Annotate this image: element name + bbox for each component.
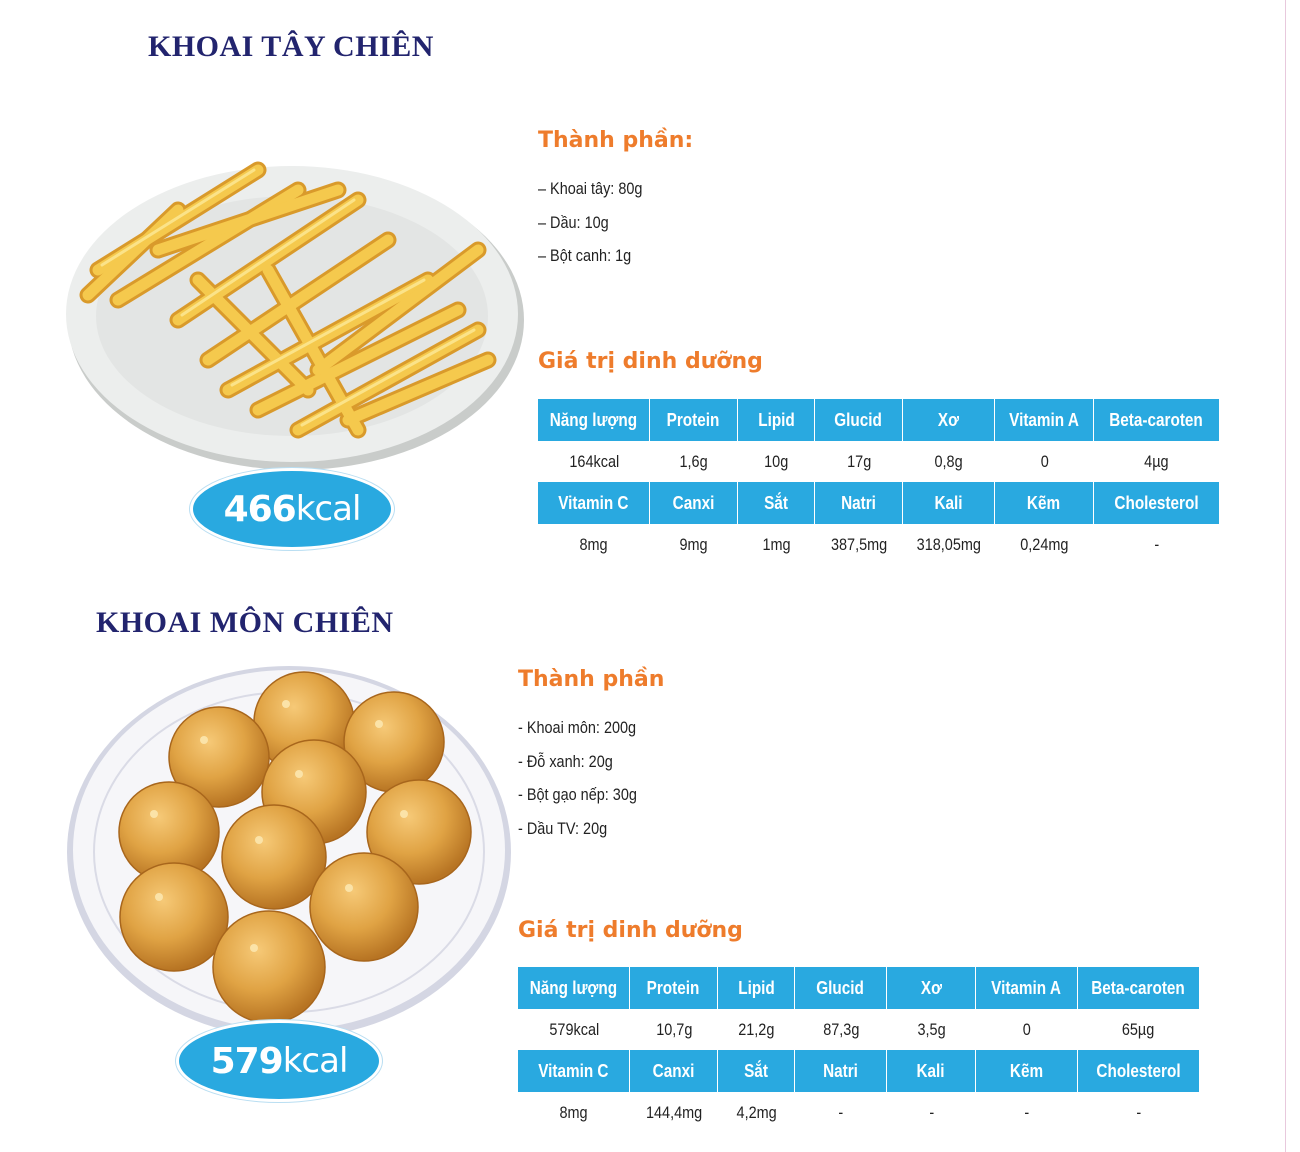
table-header-cell: Kali bbox=[887, 1050, 976, 1092]
table-cell: 9mg bbox=[679, 534, 709, 554]
nutrition-heading: Giá trị dinh dưỡng bbox=[538, 349, 763, 374]
table-header-cell: Lipid bbox=[738, 399, 815, 441]
table-header-cell: Beta-caroten bbox=[1094, 399, 1219, 441]
table-cell: 144,4mg bbox=[645, 1102, 703, 1122]
table-cell: 579kcal bbox=[549, 1019, 599, 1039]
table-header-cell: Sắt bbox=[718, 1050, 795, 1092]
table-cell: - bbox=[1154, 534, 1159, 554]
table-header-cell: Kẽm bbox=[976, 1050, 1078, 1092]
table-header-cell: Protein bbox=[650, 399, 738, 441]
table-cell: 87,3g bbox=[822, 1019, 860, 1039]
table-cell: 164kcal bbox=[569, 451, 619, 471]
table-header-cell: Canxi bbox=[630, 1050, 718, 1092]
table-header-cell: Xơ bbox=[887, 967, 976, 1009]
ingredient-list bbox=[538, 172, 642, 273]
table-cell: 0,8g bbox=[934, 451, 964, 471]
ingredient-item: – Dầu: 10g bbox=[538, 212, 609, 232]
kcal-value: 579 bbox=[210, 1040, 283, 1082]
table-header-cell: Vitamin A bbox=[976, 967, 1078, 1009]
dish-title: KHOAI MÔN CHIÊN bbox=[96, 606, 394, 639]
table-header-cell: Cholesterol bbox=[1078, 1050, 1199, 1092]
table-header-cell: Năng lượng bbox=[538, 399, 650, 441]
table-cell: 0,24mg bbox=[1020, 534, 1069, 554]
table-cell: 21,2g bbox=[738, 1019, 775, 1039]
ingredient-item: – Khoai tây: 80g bbox=[538, 179, 643, 198]
table-header-cell: Protein bbox=[630, 967, 718, 1009]
table-cell: 0 bbox=[1040, 451, 1049, 471]
table-cell: 65µg bbox=[1122, 1019, 1155, 1039]
nutrition-heading: Giá trị dinh dưỡng bbox=[518, 918, 743, 943]
kcal-badge bbox=[190, 468, 394, 550]
table-header-cell: Cholesterol bbox=[1094, 482, 1219, 524]
dish-title: KHOAI TÂY CHIÊN bbox=[148, 30, 434, 63]
fried-taro-balls-photo bbox=[64, 652, 514, 1042]
table-cell: 4,2mg bbox=[736, 1102, 777, 1122]
table-cell: - bbox=[929, 1102, 934, 1122]
table-cell: 1,6g bbox=[679, 451, 709, 471]
table-header-cell: Natri bbox=[795, 1050, 887, 1092]
table-cell: 8mg bbox=[559, 1102, 589, 1122]
table-cell: 10,7g bbox=[655, 1019, 693, 1039]
table-header-cell: Vitamin C bbox=[538, 482, 650, 524]
table-header-cell: Canxi bbox=[650, 482, 738, 524]
table-row bbox=[538, 524, 1219, 565]
table-header-cell: Lipid bbox=[718, 967, 795, 1009]
ingredient-item: - Bột gạo nếp: 30g bbox=[518, 785, 637, 804]
ingredient-item: - Khoai môn: 200g bbox=[518, 718, 637, 737]
table-cell: - bbox=[1136, 1102, 1141, 1122]
table-header-cell: Glucid bbox=[795, 967, 887, 1009]
table-cell: 3,5g bbox=[917, 1019, 946, 1039]
table-cell: 17g bbox=[846, 451, 872, 471]
ingredients-heading: Thành phần bbox=[518, 667, 665, 692]
nutrition-table bbox=[518, 967, 1199, 1133]
table-header-cell: Glucid bbox=[815, 399, 903, 441]
table-row bbox=[518, 1009, 1199, 1050]
ingredient-item: - Dầu TV: 20g bbox=[518, 818, 608, 838]
table-cell: - bbox=[838, 1102, 844, 1122]
table-header-cell: Xơ bbox=[903, 399, 995, 441]
ingredient-item: – Bột canh: 1g bbox=[538, 246, 632, 265]
table-cell: 10g bbox=[764, 451, 789, 471]
table-header-cell: Kẽm bbox=[995, 482, 1094, 524]
table-header-row bbox=[518, 1050, 1199, 1092]
ingredient-list bbox=[518, 711, 637, 845]
kcal-unit: kcal bbox=[295, 489, 361, 529]
table-cell: 318,05mg bbox=[916, 534, 982, 554]
ingredients-heading: Thành phần: bbox=[538, 128, 694, 153]
page-edge-line bbox=[1285, 0, 1286, 1152]
kcal-value: 466 bbox=[223, 488, 296, 530]
table-header-row bbox=[538, 399, 1219, 441]
table-header-cell: Kali bbox=[903, 482, 995, 524]
table-header-cell: Năng lượng bbox=[518, 967, 630, 1009]
table-cell: - bbox=[1024, 1102, 1030, 1122]
kcal-badge bbox=[176, 1020, 382, 1102]
nutrition-table bbox=[538, 399, 1219, 565]
french-fries-photo bbox=[58, 130, 528, 480]
table-header-cell: Vitamin A bbox=[995, 399, 1094, 441]
kcal-unit: kcal bbox=[282, 1041, 348, 1081]
table-cell: 0 bbox=[1022, 1019, 1032, 1039]
table-row bbox=[518, 1092, 1199, 1133]
table-header-row bbox=[538, 482, 1219, 524]
ingredient-item: - Đỗ xanh: 20g bbox=[518, 751, 613, 771]
table-header-cell: Beta-caroten bbox=[1078, 967, 1199, 1009]
table-row bbox=[538, 441, 1219, 482]
table-cell: 8mg bbox=[579, 534, 609, 554]
table-header-row bbox=[518, 967, 1199, 1009]
table-header-cell: Natri bbox=[815, 482, 903, 524]
table-cell: 387,5mg bbox=[830, 534, 888, 554]
table-cell: 1mg bbox=[762, 534, 791, 554]
table-header-cell: Vitamin C bbox=[518, 1050, 630, 1092]
table-header-cell: Sắt bbox=[738, 482, 815, 524]
table-cell: 4µg bbox=[1144, 451, 1169, 471]
